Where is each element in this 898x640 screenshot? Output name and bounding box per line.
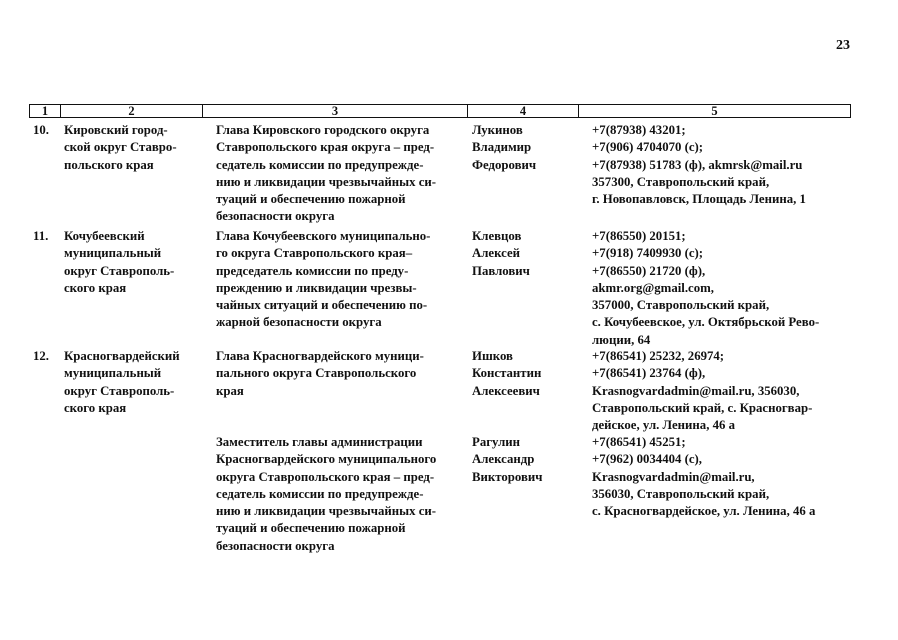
position-line: пального округа Ставропольского	[216, 366, 417, 381]
position-line: Глава Кировского городского округа	[216, 123, 430, 137]
position-cell	[216, 434, 436, 555]
contact-line: 356030, Ставропольский край,	[592, 486, 770, 501]
position-line: го округа Ставропольского края–	[216, 246, 413, 261]
district-line: муниципальный	[64, 366, 162, 381]
contact-line: дейское, ул. Ленина, 46 а	[592, 418, 735, 433]
contact-line: +7(86541) 23764 (ф),	[592, 366, 706, 381]
name-line: Клевцов	[472, 229, 522, 243]
contacts-cell	[592, 348, 812, 434]
contacts-cell	[592, 228, 819, 349]
contact-line: +7(86541) 25232, 26974;	[592, 349, 725, 363]
header-col-3: 3	[331, 104, 339, 118]
contacts-cell	[592, 122, 806, 208]
district-line: польского края	[64, 157, 154, 172]
header-col-2: 2	[128, 104, 135, 118]
position-line: нию и ликвидации чрезвычайных си-	[216, 504, 437, 519]
district-cell	[64, 122, 177, 174]
header-col-4: 4	[519, 104, 527, 118]
position-line: седатель комиссии по предупрежде-	[216, 157, 424, 172]
district-cell	[64, 348, 180, 417]
position-cell	[216, 228, 430, 332]
name-line: Алексеевич	[472, 383, 540, 398]
district-line: Кировский город-	[64, 123, 168, 137]
position-line: Глава Кочубеевского муниципально-	[216, 229, 431, 243]
position-line: седатель комиссии по предупрежде-	[216, 486, 424, 501]
position-line: туаций и обеспечению пожарной	[216, 521, 406, 536]
name-cell	[472, 348, 541, 400]
position-line: чайных ситуаций и обеспечению по-	[216, 298, 428, 313]
contact-line: 357300, Ставропольский край,	[592, 174, 770, 189]
contact-line: с. Красногвардейское, ул. Ленина, 46 а	[592, 504, 816, 519]
contact-line: akmr.org@gmail.com,	[592, 280, 714, 295]
district-line: ской округ Ставро-	[64, 140, 177, 155]
name-cell	[472, 434, 543, 486]
header-col-1: 1	[41, 104, 49, 118]
name-line: Владимир	[472, 140, 532, 155]
name-line: Викторович	[472, 469, 543, 484]
position-line: Ставропольского края округа – пред-	[216, 140, 435, 155]
position-line: Заместитель главы администрации	[216, 435, 423, 449]
name-line: Павлович	[472, 263, 530, 278]
name-line: Федорович	[472, 157, 537, 172]
district-cell	[64, 228, 174, 297]
contact-line: г. Новопавловск, Площадь Ленина, 1	[592, 192, 806, 207]
position-line: безопасности округа	[216, 538, 335, 553]
contact-line: +7(906) 4704070 (с);	[592, 140, 704, 155]
district-line: округ Ставрополь-	[64, 263, 175, 278]
name-cell	[472, 122, 536, 174]
position-line: края	[216, 383, 244, 398]
position-line: жарной безопасности округа	[216, 315, 382, 330]
table-header	[29, 104, 851, 118]
position-line: безопасности округа	[216, 209, 335, 224]
district-line: ского края	[64, 400, 127, 415]
contact-line: +7(87938) 43201;	[592, 123, 686, 137]
position-line: Глава Красногвардейского муници-	[216, 349, 424, 363]
position-line: туаций и обеспечению пожарной	[216, 192, 406, 207]
contacts-cell	[592, 434, 815, 520]
position-cell	[216, 348, 424, 400]
position-line: округа Ставропольского края – пред-	[216, 469, 435, 484]
name-line: Константин	[472, 366, 542, 381]
district-line: муниципальный	[64, 246, 162, 261]
name-line: Рагулин	[472, 435, 521, 449]
district-line: округ Ставрополь-	[64, 383, 175, 398]
contact-line: +7(87938) 51783 (ф), akmrsk@mail.ru	[592, 157, 803, 172]
contact-line: +7(918) 7409930 (с);	[592, 246, 704, 261]
contact-line: 357000, Ставропольский край,	[592, 298, 770, 313]
position-line: нию и ликвидации чрезвычайных си-	[216, 174, 437, 189]
position-line: председатель комиссии по преду-	[216, 263, 409, 278]
page-number: 23	[836, 38, 850, 53]
name-line: Александр	[472, 452, 535, 467]
position-line: Красногвардейского муниципального	[216, 452, 437, 467]
contact-line: +7(86541) 45251;	[592, 435, 686, 449]
district-line: Кочубеевский	[64, 229, 145, 243]
name-line: Алексей	[472, 246, 521, 261]
contact-line: +7(86550) 21720 (ф),	[592, 263, 706, 278]
contact-line: Krasnogvardadmin@mail.ru,	[592, 469, 755, 484]
row-number: 10.	[33, 123, 49, 137]
district-line: ского края	[64, 280, 127, 295]
contact-line: +7(86550) 20151;	[592, 229, 686, 243]
contact-line: с. Кочубеевское, ул. Октябрьской Рево-	[592, 315, 820, 330]
contact-line: Ставропольский край, с. Красногвар-	[592, 400, 813, 415]
row-number: 12.	[33, 349, 49, 363]
name-line: Лукинов	[472, 123, 523, 137]
district-line: Красногвардейский	[64, 349, 180, 363]
contact-line: +7(962) 0034404 (с),	[592, 452, 702, 467]
header-col-5: 5	[711, 104, 718, 118]
contact-line: Krasnogvardadmin@mail.ru, 356030,	[592, 383, 800, 398]
name-cell	[472, 228, 530, 280]
contact-line: люции, 64	[592, 332, 651, 347]
position-line: преждению и ликвидации чрезвы-	[216, 280, 417, 295]
name-line: Ишков	[472, 349, 513, 363]
row-number: 11.	[33, 229, 49, 243]
position-cell	[216, 122, 436, 226]
